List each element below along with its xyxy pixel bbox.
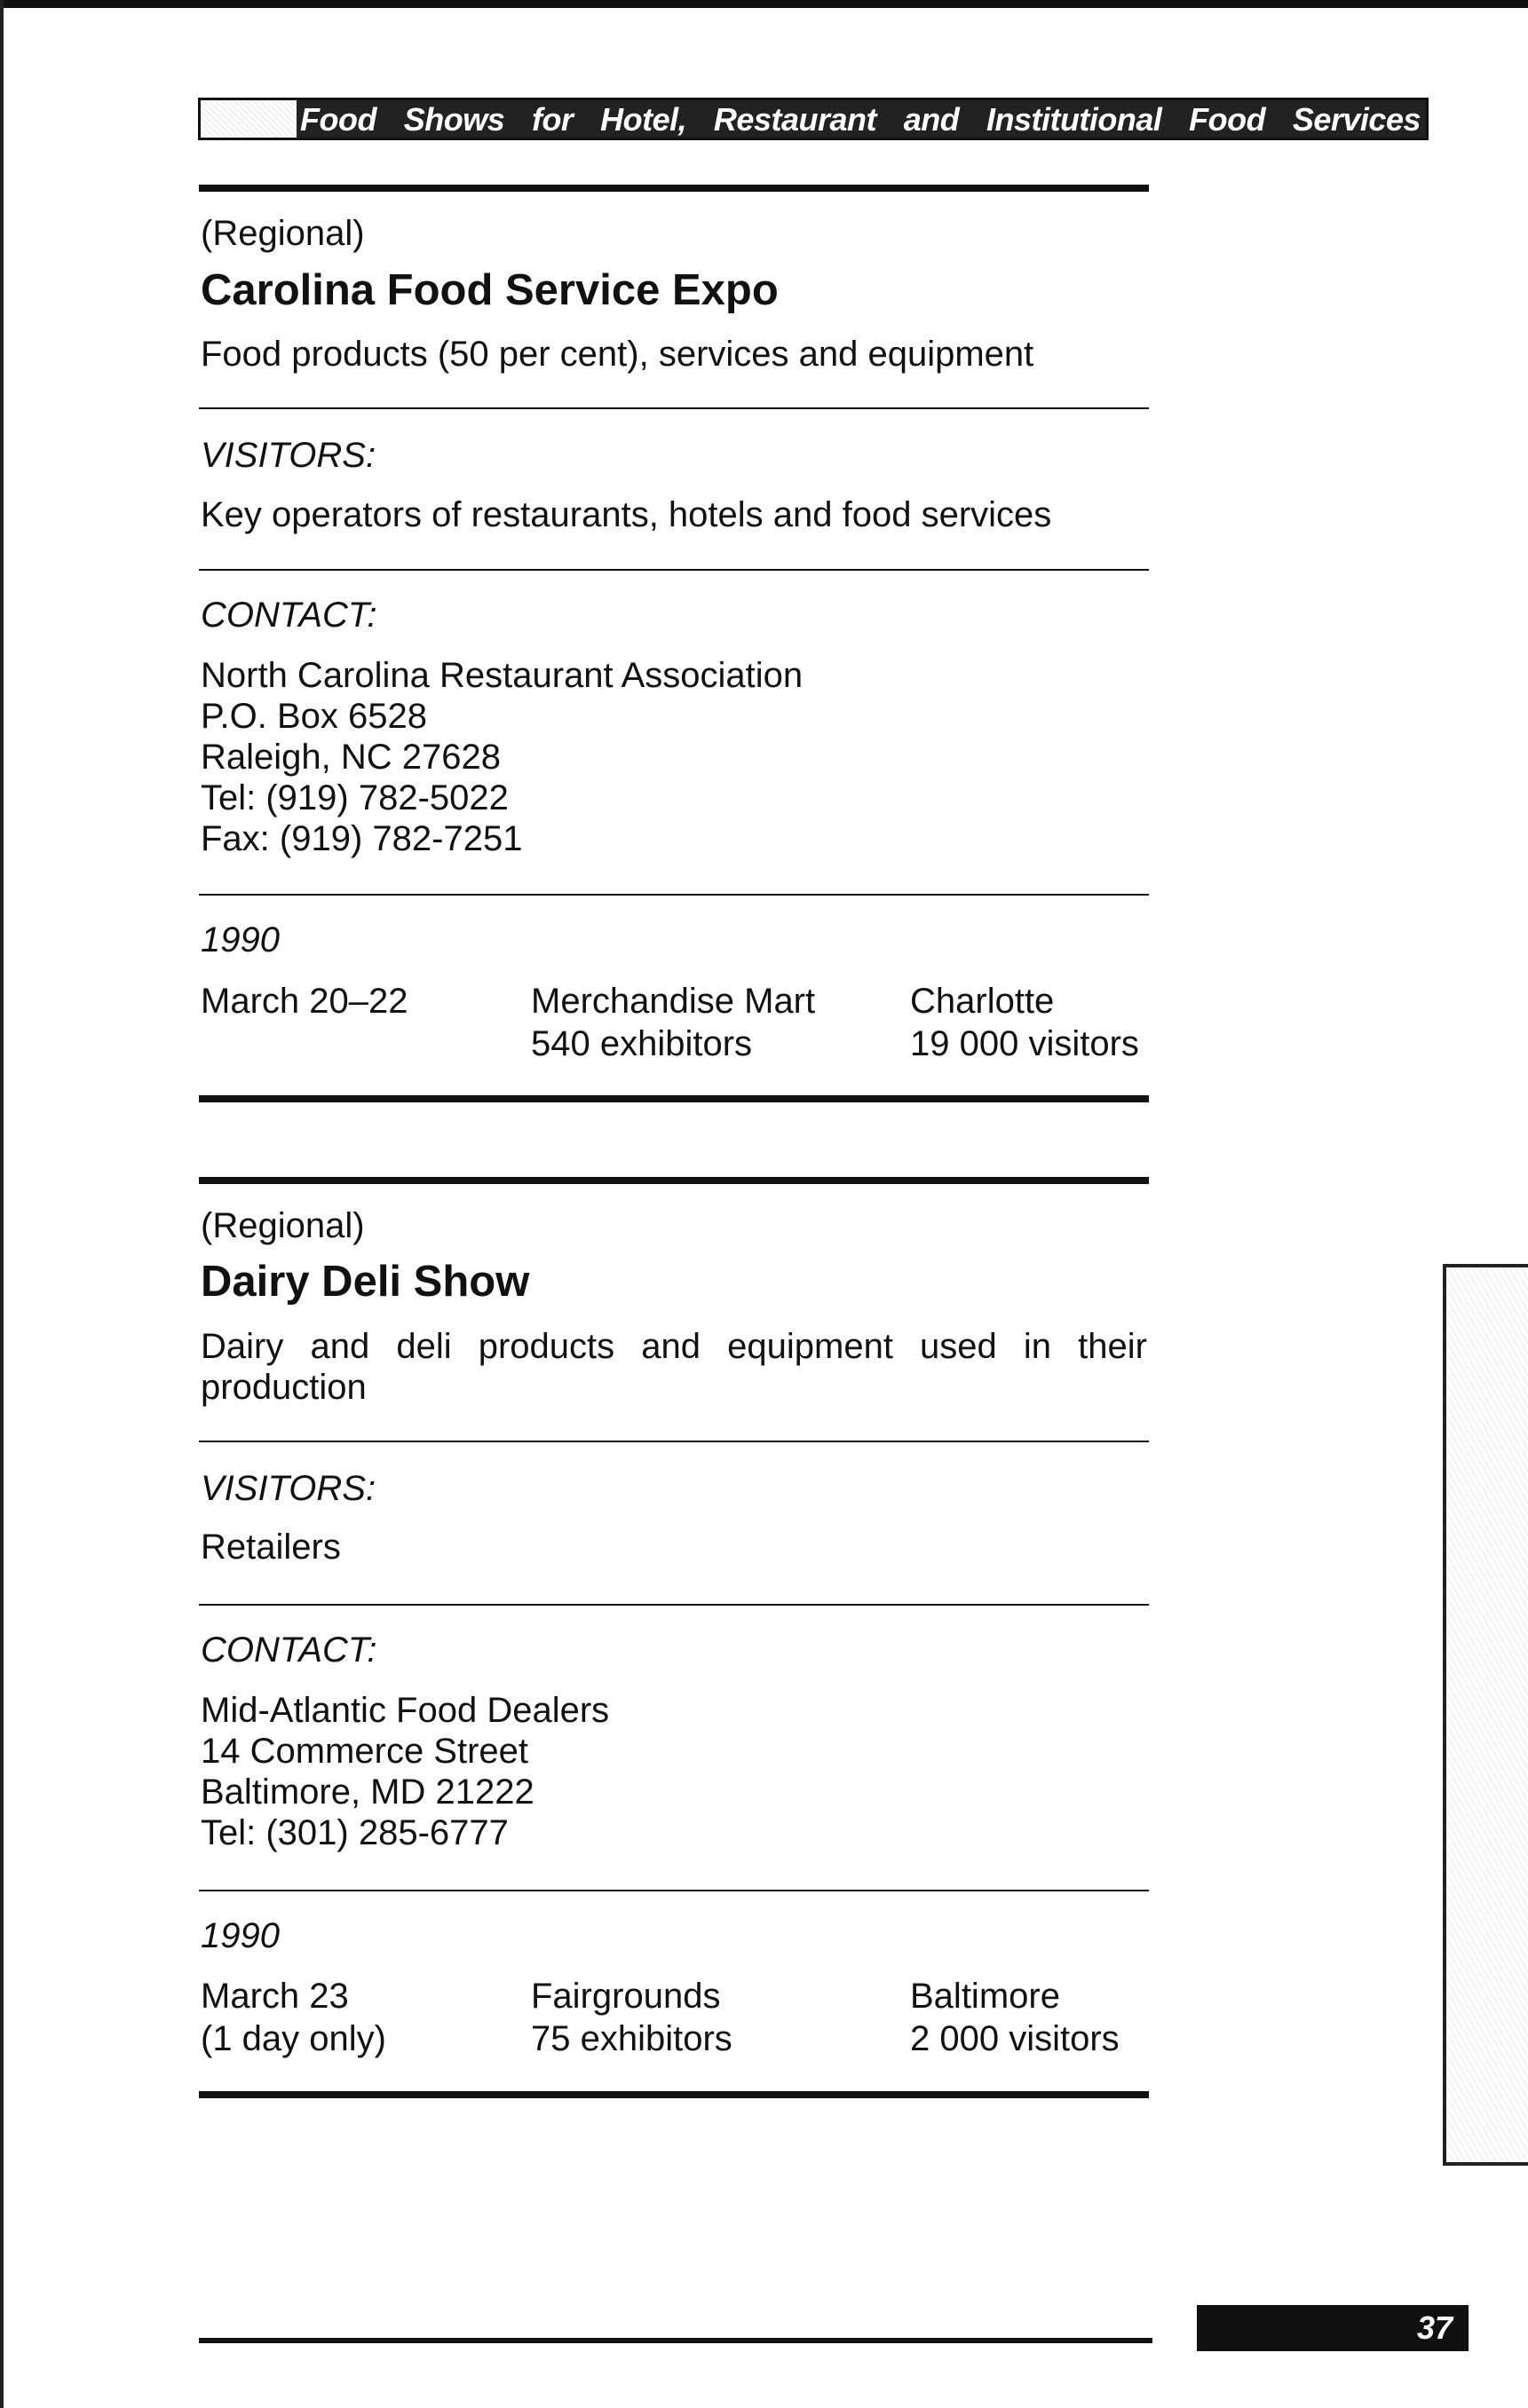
dates-column: [201, 1975, 386, 2060]
contact-address: [201, 655, 803, 859]
venue-line: 540 exhibitors: [531, 1024, 753, 1063]
entry-top-rule: [199, 1177, 1149, 1184]
contact-line: Baltimore, MD 21222: [201, 1772, 534, 1812]
contact-label: CONTACT:: [201, 1630, 377, 1670]
city-line: Baltimore: [910, 1977, 1060, 2016]
section-rule: [199, 569, 1149, 571]
date-line: March 20–22: [201, 982, 408, 1021]
year-label: 1990: [201, 1916, 280, 1955]
entry-description: Dairy and deli products and equipment used in their production: [201, 1327, 1147, 1407]
contact-line: Raleigh, NC 27628: [201, 738, 501, 777]
contact-line: 14 Commerce Street: [201, 1732, 529, 1771]
date-line: March 23: [201, 1977, 349, 2016]
venue-column: [531, 1975, 732, 2060]
venue-line: 75 exhibitors: [531, 2019, 732, 2058]
entry-top-rule: [199, 185, 1149, 192]
contact-line: P.O. Box 6528: [201, 697, 427, 736]
page-number: 37: [1416, 2309, 1453, 2346]
venue-line: Merchandise Mart: [531, 982, 816, 1021]
contact-address: [201, 1690, 609, 1853]
contact-label: CONTACT:: [201, 596, 377, 635]
contact-line: Mid-Atlantic Food Dealers: [201, 1691, 610, 1730]
visitors-text: Retailers: [201, 1528, 341, 1567]
entry-title: Dairy Deli Show: [201, 1258, 530, 1306]
contact-line: Tel: (301) 285-6777: [201, 1813, 509, 1852]
entry-title: Carolina Food Service Expo: [201, 266, 779, 314]
entry-description: Food products (50 per cent), services and equipment: [201, 335, 1034, 374]
page-number-box: [1197, 2305, 1469, 2351]
contact-line: North Carolina Restaurant Association: [201, 656, 804, 695]
entry-bottom-rule: [199, 2091, 1149, 2098]
page-top-edge: [0, 0, 1528, 8]
visitors-label: VISITORS:: [201, 1469, 376, 1508]
entry-scope: (Regional): [201, 214, 365, 253]
running-header-text: Food Shows for Hotel, Restaurant and Institutional Food Services: [300, 101, 1421, 138]
page-left-edge: [0, 0, 4, 2408]
running-header-banner: [198, 98, 1429, 140]
city-line: 2 000 visitors: [910, 2019, 1120, 2058]
visitors-text: Key operators of restaurants, hotels and food services: [201, 495, 1052, 534]
venue-column: [531, 980, 815, 1065]
contact-line: Fax: (919) 782-7251: [201, 819, 523, 858]
date-line: (1 day only): [201, 2019, 386, 2058]
venue-line: Fairgrounds: [531, 1977, 721, 2016]
footer-rule: [199, 2338, 1152, 2343]
date-line: [201, 1022, 408, 1065]
section-rule: [199, 407, 1149, 409]
section-rule: [199, 1604, 1149, 1606]
city-column: [910, 980, 1139, 1065]
city-line: 19 000 visitors: [910, 1024, 1139, 1063]
entry-scope: (Regional): [201, 1206, 365, 1245]
section-rule: [199, 1441, 1149, 1442]
section-rule: [199, 894, 1149, 896]
city-column: [910, 1975, 1120, 2060]
dates-column: [201, 980, 408, 1065]
contact-line: Tel: (919) 782-5022: [201, 778, 509, 817]
section-rule: [199, 1890, 1149, 1891]
side-tab: [1443, 1264, 1528, 2166]
entry-bottom-rule: [199, 1095, 1149, 1102]
city-line: Charlotte: [910, 982, 1055, 1021]
visitors-label: VISITORS:: [201, 436, 376, 475]
year-label: 1990: [201, 920, 280, 959]
